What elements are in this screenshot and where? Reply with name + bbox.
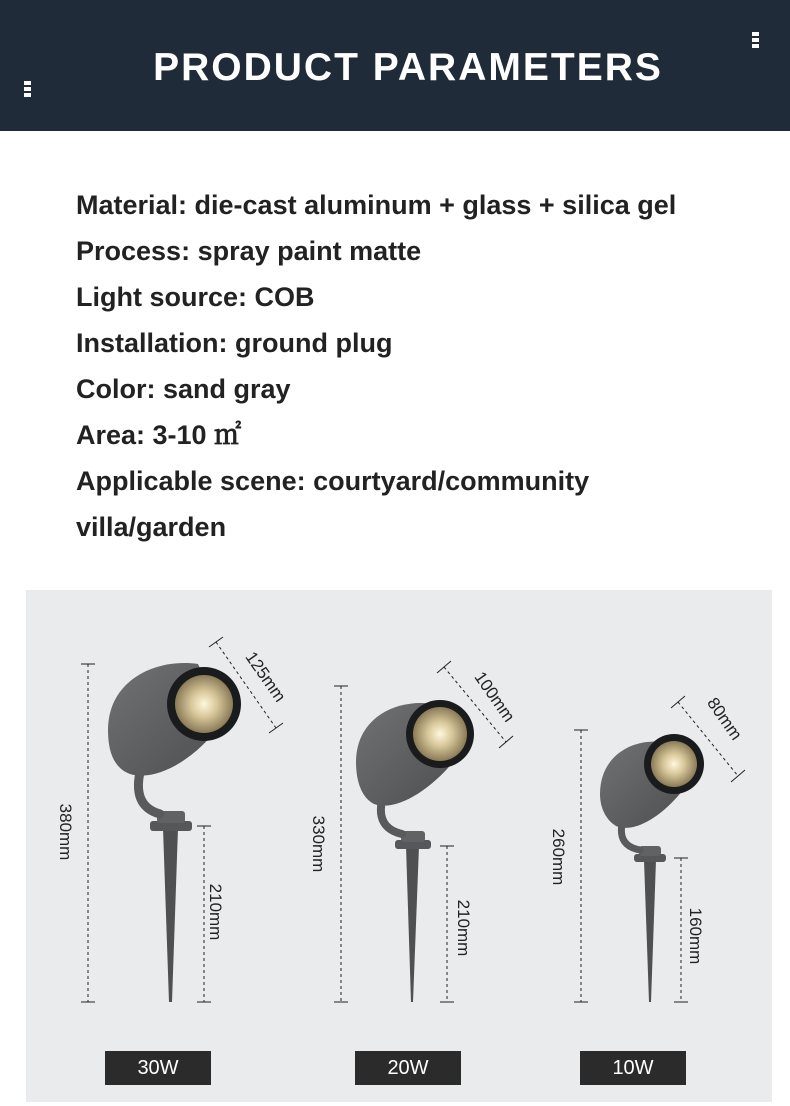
spike-height-label: 160mm <box>686 907 705 965</box>
param-area: Area: 3-10 ㎡ <box>76 420 242 450</box>
lamp-30w <box>108 663 241 1002</box>
head-diameter-label: 125mm <box>241 648 290 706</box>
page-title: PRODUCT PARAMETERS <box>153 46 663 89</box>
spike-height-dimension <box>674 858 688 1002</box>
total-height-label: 330mm <box>309 815 328 873</box>
head-diameter-label: 100mm <box>470 668 519 726</box>
head-diameter-label: 80mm <box>703 694 746 744</box>
total-height-dimension <box>81 664 95 1002</box>
param-light-source: Light source: COB <box>76 282 315 312</box>
power-label-10w: 10W <box>580 1051 686 1085</box>
header-decoration-right <box>752 32 759 50</box>
power-label-30w: 30W <box>105 1051 211 1085</box>
param-process: Process: spray paint matte <box>76 236 422 266</box>
lamp-20w <box>356 700 474 1002</box>
dimension-diagram <box>26 590 772 1102</box>
power-label-20w: 20W <box>355 1051 461 1085</box>
page-header <box>0 0 790 131</box>
param-material: Material: die-cast aluminum + glass + silica gel <box>76 190 677 220</box>
light-10w <box>549 694 746 1002</box>
param-scene-continued: villa/garden <box>76 512 227 542</box>
light-30w <box>56 637 290 1002</box>
spike-height-dimension <box>440 846 454 1002</box>
total-height-label: 380mm <box>56 803 75 861</box>
param-color: Color: sand gray <box>76 374 291 404</box>
param-installation: Installation: ground plug <box>76 328 393 358</box>
param-scene: Applicable scene: courtyard/community <box>76 466 590 496</box>
parameter-list <box>76 186 676 554</box>
dimension-diagram-panel <box>26 590 772 1102</box>
spike-height-label: 210mm <box>206 883 225 941</box>
total-height-dimension <box>574 730 588 1002</box>
total-height-label: 260mm <box>549 828 568 886</box>
spike-height-label: 210mm <box>454 899 473 957</box>
total-height-dimension <box>334 686 348 1002</box>
light-20w <box>309 661 519 1002</box>
